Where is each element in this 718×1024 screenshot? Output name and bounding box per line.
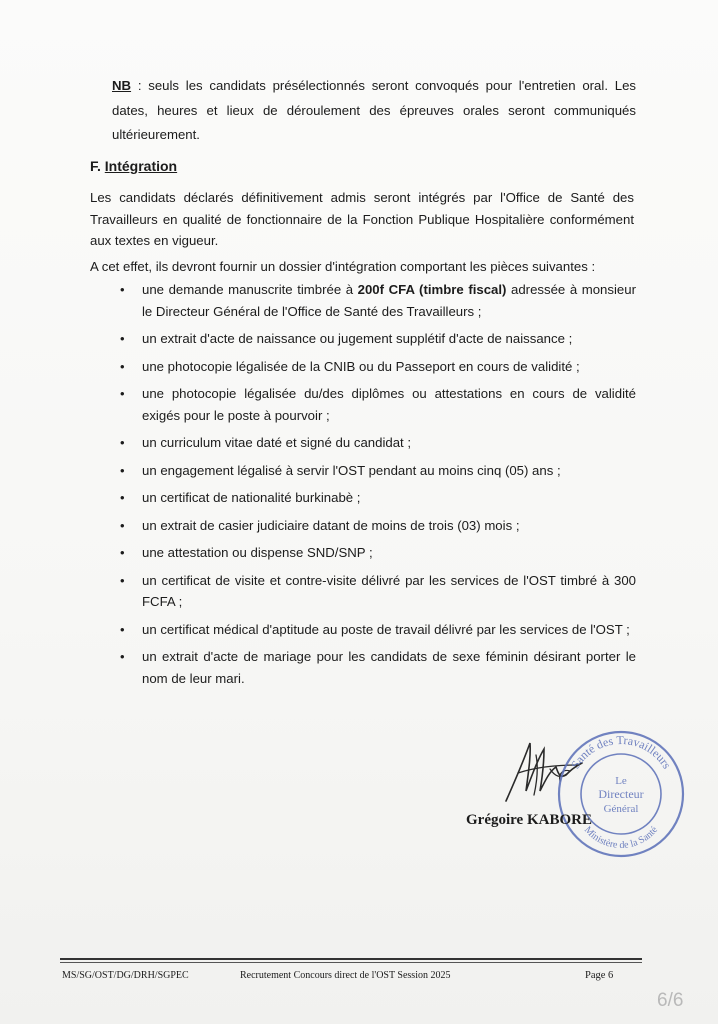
section-heading — [90, 158, 177, 174]
bullet-icon: • — [120, 517, 125, 533]
list-item: • une photocopie légalisée de la CNIB ou du Passeport en cours de validité ; — [120, 356, 636, 378]
list-item: • un extrait de casier judiciaire datant de moins de trois (03) mois ; — [120, 515, 636, 537]
svg-text:Ministère de la Santé — [582, 824, 660, 851]
section-letter: F. — [90, 158, 101, 174]
footer-title: Recrutement Concours direct de l'OST Session 2025 — [240, 970, 451, 981]
footer-rule — [60, 958, 642, 963]
stamp-line-2: Directeur — [598, 787, 644, 801]
bullet-icon: • — [120, 462, 125, 478]
list-item: • un certificat de nationalité burkinabè ; — [120, 487, 636, 509]
list-item: • un extrait d'acte de naissance ou jugement supplétif d'acte de naissance ; — [120, 328, 636, 350]
page-counter: 6/6 — [657, 990, 684, 1011]
integration-intro — [90, 187, 634, 277]
section-title: Intégration — [104, 158, 178, 174]
list-item: • une attestation ou dispense SND/SNP ; — [120, 542, 636, 564]
bullet-icon: • — [120, 358, 125, 374]
official-stamp — [555, 728, 687, 860]
bullet-icon: • — [120, 435, 125, 450]
stamp-line-1: Le — [615, 775, 627, 787]
nb-note — [112, 74, 636, 148]
list-item: • un engagement légalisé à servir l'OST pendant au moins cinq (05) ans ; — [120, 460, 636, 482]
stamp-ring-top: Santé des Travailleurs — [567, 732, 675, 772]
bullet-icon: • — [120, 621, 125, 637]
bullet-icon: • — [120, 545, 125, 560]
stamp-ring-bottom: Ministère de la Santé — [581, 824, 661, 852]
list-item: • un certificat médical d'aptitude au poste de travail délivré par les services de l'OST ; — [120, 619, 636, 641]
list-item: • une photocopie légalisée du/des diplômes ou attestations en cours de validité exigés pour le poste à pourvoir ; — [120, 383, 636, 426]
signer-name: Grégoire KABORE — [466, 812, 592, 828]
svg-text:Santé des Travailleurs — [568, 733, 674, 772]
required-documents-list — [120, 279, 636, 695]
bullet-icon: • — [120, 386, 125, 401]
list-item: • un certificat de visite et contre-visite délivré par les services de l'OST timbré à 300 FCFA ; — [120, 570, 636, 613]
stamp-line-3: Général — [603, 803, 639, 815]
nb-label: NB — [112, 78, 132, 93]
bullet-icon: • — [120, 331, 125, 346]
footer-page-number: Page 6 — [585, 970, 614, 981]
nb-text: : seuls les candidats présélectionnés seront convoqués pour l'entretien oral. Les dates, heures et lieux de déroulement des épreuves orales seront communiqués ultérieurement. — [112, 78, 636, 142]
intro-paragraph: Les candidats déclarés définitivement admis seront intégrés par l'Office de Santé des Travailleurs en qualité de fonctionnaire de la Fonction Publique Hospitalière conformément aux textes en vigueur. — [90, 190, 634, 248]
bullet-icon: • — [120, 572, 125, 588]
intro-effet: A cet effet, ils devront fournir un dossier d'intégration comportant les pièces suivantes : — [90, 258, 596, 274]
footer-reference: MS/SG/OST/DG/DRH/SGPEC — [62, 970, 189, 981]
bullet-icon: • — [120, 649, 125, 664]
list-item: • un curriculum vitae daté et signé du candidat ; — [120, 432, 636, 454]
list-item: • une demande manuscrite timbrée à 200f CFA (timbre fiscal) adressée à monsieur le Directeur Général de l'Office de Santé des Travailleurs ; — [120, 279, 636, 322]
list-item: • un extrait d'acte de mariage pour les candidats de sexe féminin désirant porter le nom de leur mari. — [120, 646, 636, 689]
bullet-icon: • — [120, 282, 125, 297]
bullet-icon: • — [120, 490, 125, 505]
